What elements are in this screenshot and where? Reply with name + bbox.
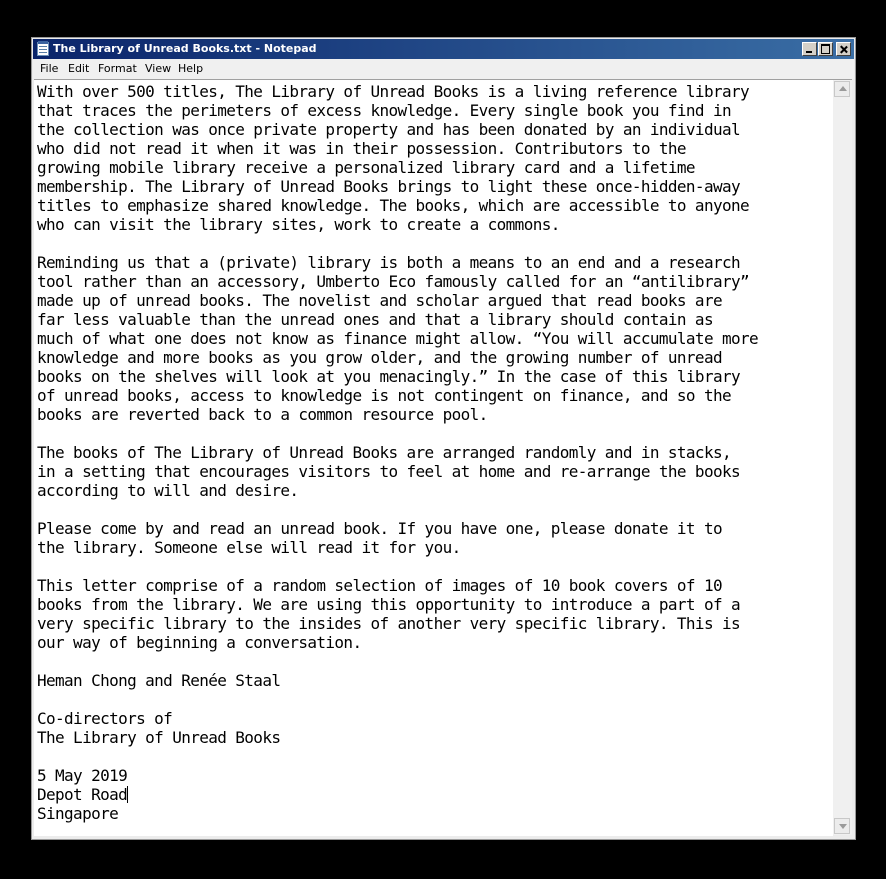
text-line: much of what one does not know as finance might allow. “You will accumulate more xyxy=(37,329,759,348)
text-line: membership. The Library of Unread Books brings to light these once-hidden-away xyxy=(37,177,740,196)
text-line: according to will and desire. xyxy=(37,481,299,500)
scroll-up-icon[interactable] xyxy=(834,81,850,97)
text-line: that traces the perimeters of excess knowledge. Every single book you find in xyxy=(37,101,731,120)
text-line: This letter comprise of a random selection of images of 10 book covers of 10 xyxy=(37,576,722,595)
menu-file[interactable]: File xyxy=(40,62,59,75)
menu-bar xyxy=(33,59,854,79)
text-line: books from the library. We are using this opportunity to introduce a part of a xyxy=(37,595,740,614)
text-line: Please come by and read an unread book. If you have one, please donate it to xyxy=(37,519,722,538)
menu-edit[interactable]: Edit xyxy=(68,62,90,75)
text-line: Reminding us that a (private) library is both a means to an end and a research xyxy=(37,253,740,272)
menu-view[interactable]: View xyxy=(145,62,172,75)
scroll-down-icon[interactable] xyxy=(834,818,850,834)
text-line: The Library of Unread Books xyxy=(37,728,281,747)
title-bar[interactable] xyxy=(33,39,854,59)
text-line: the collection was once private property and has been donated by an individual xyxy=(37,120,740,139)
text-line: Depot Road xyxy=(37,785,128,804)
text-line: books on the shelves will look at you menacingly.” In the case of this library xyxy=(37,367,740,386)
text-line: With over 500 titles, The Library of Unread Books is a living reference library xyxy=(37,82,750,101)
vertical-scrollbar[interactable] xyxy=(833,79,852,835)
text-line xyxy=(37,234,758,253)
text-line: knowledge and more books as you grow older, and the growing number of unread xyxy=(37,348,722,367)
document-text xyxy=(37,82,758,823)
text-line: Co-directors of xyxy=(37,709,173,728)
text-line xyxy=(37,652,758,671)
text-line: growing mobile library receive a personalized library card and a lifetime xyxy=(37,158,695,177)
text-line: very specific library to the insides of another very specific library. This is xyxy=(37,614,740,633)
text-line: our way of beginning a conversation. xyxy=(37,633,362,652)
text-line: books are reverted back to a common resource pool. xyxy=(37,405,488,424)
text-line: Heman Chong and Renée Staal xyxy=(37,671,281,690)
text-line: far less valuable than the unread ones and that a library should contain as xyxy=(37,310,713,329)
text-line xyxy=(37,557,758,576)
text-line: The books of The Library of Unread Books are arranged randomly and in stacks, xyxy=(37,443,731,462)
text-line: the library. Someone else will read it for you. xyxy=(37,538,461,557)
notepad-app-icon[interactable] xyxy=(37,42,49,56)
close-button[interactable] xyxy=(836,42,851,56)
text-line xyxy=(37,690,758,709)
notepad-window xyxy=(31,37,856,840)
minimize-button[interactable] xyxy=(802,42,817,56)
text-line: Singapore xyxy=(37,804,119,823)
text-line xyxy=(37,747,758,766)
text-line: who can visit the library sites, work to create a commons. xyxy=(37,215,560,234)
text-line: tool rather than an accessory, Umberto Eco famously called for an “antilibrary” xyxy=(37,272,750,291)
text-line: of unread books, access to knowledge is not contingent on finance, and so the xyxy=(37,386,731,405)
text-line: made up of unread books. The novelist and scholar argued that read books are xyxy=(37,291,722,310)
text-line: 5 May 2019 xyxy=(37,766,128,785)
menu-help[interactable]: Help xyxy=(178,62,204,75)
text-line xyxy=(37,424,758,443)
text-line xyxy=(37,500,758,519)
text-line: titles to emphasize shared knowledge. The books, which are accessible to anyone xyxy=(37,196,750,215)
text-editor[interactable] xyxy=(34,79,833,836)
text-line: in a setting that encourages visitors to feel at home and re-arrange the books xyxy=(37,462,740,481)
text-caret xyxy=(127,786,128,803)
maximize-button[interactable] xyxy=(818,42,833,56)
menu-format[interactable]: Format xyxy=(98,62,137,75)
window-title: The Library of Unread Books.txt - Notepad xyxy=(53,42,317,55)
text-line: who did not read it when it was in their possession. Contributors to the xyxy=(37,139,686,158)
